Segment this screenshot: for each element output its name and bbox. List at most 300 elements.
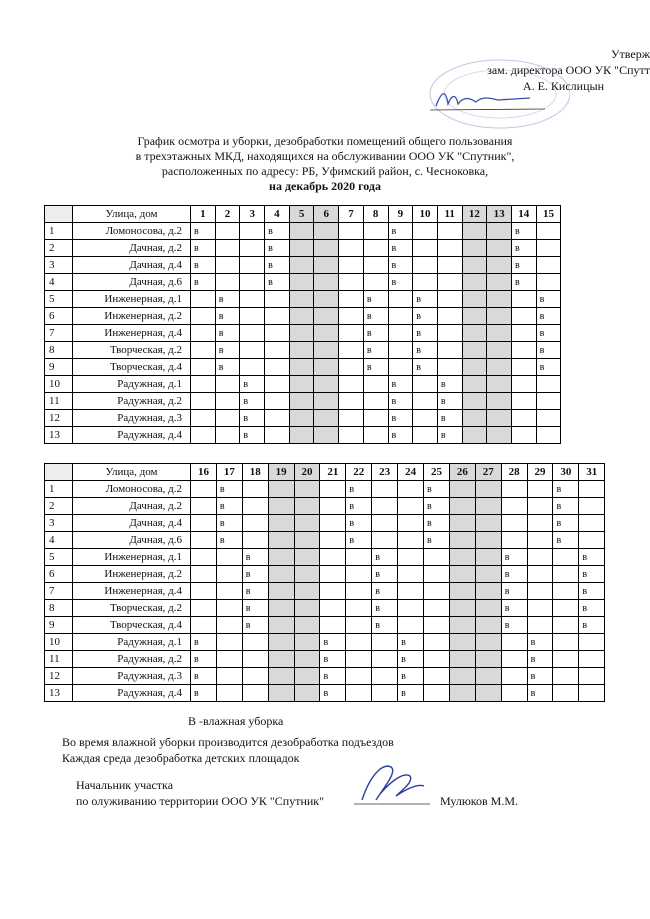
day-cell-23 — [372, 634, 398, 651]
day-cell-13 — [487, 257, 512, 274]
day-cell-2 — [215, 274, 240, 291]
day-cell-12 — [462, 427, 487, 444]
day-cell-25 — [424, 600, 450, 617]
day-cell-14 — [511, 308, 536, 325]
day-cell-31 — [579, 498, 605, 515]
day-cell-17: в — [216, 515, 242, 532]
day-cell-13 — [487, 376, 512, 393]
day-cell-19 — [268, 617, 294, 634]
day-cell-4: в — [265, 257, 290, 274]
day-cell-25: в — [424, 515, 450, 532]
day-cell-13 — [487, 274, 512, 291]
day-cell-26 — [449, 549, 475, 566]
header-day-13: 13 — [487, 206, 512, 223]
day-cell-1 — [191, 393, 216, 410]
day-cell-2: в — [215, 308, 240, 325]
day-cell-1 — [191, 325, 216, 342]
day-cell-20 — [294, 634, 320, 651]
day-cell-16 — [191, 600, 217, 617]
day-cell-13 — [487, 393, 512, 410]
day-cell-5 — [289, 359, 314, 376]
day-cell-20 — [294, 583, 320, 600]
day-cell-21 — [320, 515, 346, 532]
street-cell: Инженерная, д.4 — [73, 325, 191, 342]
day-cell-6 — [314, 240, 339, 257]
day-cell-29: в — [527, 685, 553, 702]
day-cell-15: в — [536, 325, 561, 342]
day-cell-10 — [413, 223, 438, 240]
day-cell-11 — [437, 342, 462, 359]
day-cell-30 — [553, 651, 579, 668]
day-cell-25: в — [424, 498, 450, 515]
header-day-9: 9 — [388, 206, 413, 223]
day-cell-23: в — [372, 549, 398, 566]
day-cell-23 — [372, 685, 398, 702]
header-day-14: 14 — [511, 206, 536, 223]
day-cell-19 — [268, 481, 294, 498]
day-cell-10: в — [413, 325, 438, 342]
day-cell-16 — [191, 481, 217, 498]
day-cell-6 — [314, 359, 339, 376]
day-cell-4 — [265, 393, 290, 410]
header-day-29: 29 — [527, 464, 553, 481]
street-cell: Дачная, д.2 — [73, 240, 191, 257]
header-day-11: 11 — [437, 206, 462, 223]
row-number: 7 — [45, 325, 73, 342]
day-cell-11 — [437, 325, 462, 342]
day-cell-30 — [553, 549, 579, 566]
day-cell-14 — [511, 376, 536, 393]
day-cell-13 — [487, 410, 512, 427]
day-cell-5 — [289, 342, 314, 359]
day-cell-19 — [268, 498, 294, 515]
day-cell-3 — [240, 274, 265, 291]
day-cell-1 — [191, 376, 216, 393]
day-cell-6 — [314, 427, 339, 444]
day-cell-19 — [268, 600, 294, 617]
header-day-12: 12 — [462, 206, 487, 223]
day-cell-1 — [191, 427, 216, 444]
day-cell-8 — [363, 274, 388, 291]
table-row — [45, 274, 561, 291]
day-cell-2 — [215, 393, 240, 410]
street-cell: Инженерная, д.1 — [73, 291, 191, 308]
day-cell-5 — [289, 325, 314, 342]
street-cell: Радужная, д.2 — [73, 393, 191, 410]
title-line-3: расположенных по адресу: РБ, Уфимский район, с. Чесноковка, — [161, 164, 489, 178]
day-cell-27 — [475, 634, 501, 651]
day-cell-23 — [372, 515, 398, 532]
day-cell-29 — [527, 515, 553, 532]
day-cell-27 — [475, 651, 501, 668]
day-cell-18 — [242, 634, 268, 651]
table-row — [45, 515, 605, 532]
day-cell-12 — [462, 376, 487, 393]
table-header-row — [45, 206, 561, 223]
note-disinfection: Во время влажной уборки производится дезобработка подъездов — [62, 735, 394, 749]
day-cell-11: в — [437, 410, 462, 427]
day-cell-25 — [424, 549, 450, 566]
day-cell-6 — [314, 308, 339, 325]
day-cell-19 — [268, 515, 294, 532]
street-cell: Творческая, д.4 — [73, 617, 191, 634]
day-cell-15 — [536, 257, 561, 274]
day-cell-20 — [294, 481, 320, 498]
day-cell-26 — [449, 481, 475, 498]
table-row — [45, 410, 561, 427]
day-cell-20 — [294, 668, 320, 685]
day-cell-18: в — [242, 566, 268, 583]
day-cell-30: в — [553, 481, 579, 498]
approval-line-3: А. Е. Кислицын — [522, 79, 604, 93]
day-cell-11 — [437, 240, 462, 257]
day-cell-12 — [462, 240, 487, 257]
day-cell-10 — [413, 240, 438, 257]
day-cell-23: в — [372, 617, 398, 634]
row-number: 6 — [45, 566, 73, 583]
day-cell-25: в — [424, 481, 450, 498]
day-cell-9 — [388, 308, 413, 325]
row-number: 3 — [45, 515, 73, 532]
day-cell-19 — [268, 566, 294, 583]
day-cell-3 — [240, 325, 265, 342]
day-cell-17 — [216, 685, 242, 702]
day-cell-18 — [242, 481, 268, 498]
day-cell-16: в — [191, 634, 217, 651]
day-cell-30 — [553, 566, 579, 583]
day-cell-9 — [388, 291, 413, 308]
header-day-8: 8 — [363, 206, 388, 223]
day-cell-24: в — [398, 685, 424, 702]
day-cell-4 — [265, 376, 290, 393]
day-cell-20 — [294, 566, 320, 583]
header-day-16: 16 — [191, 464, 217, 481]
day-cell-16 — [191, 532, 217, 549]
day-cell-16: в — [191, 668, 217, 685]
day-cell-29: в — [527, 651, 553, 668]
day-cell-28 — [501, 532, 527, 549]
day-cell-1 — [191, 308, 216, 325]
header-day-24: 24 — [398, 464, 424, 481]
day-cell-19 — [268, 634, 294, 651]
day-cell-12 — [462, 410, 487, 427]
row-number: 8 — [45, 342, 73, 359]
day-cell-22 — [346, 600, 372, 617]
day-cell-28 — [501, 685, 527, 702]
row-number: 12 — [45, 410, 73, 427]
day-cell-19 — [268, 651, 294, 668]
day-cell-2 — [215, 257, 240, 274]
day-cell-13 — [487, 359, 512, 376]
day-cell-24: в — [398, 634, 424, 651]
day-cell-16 — [191, 617, 217, 634]
day-cell-6 — [314, 376, 339, 393]
street-cell: Творческая, д.2 — [73, 600, 191, 617]
table-row — [45, 651, 605, 668]
day-cell-21 — [320, 498, 346, 515]
day-cell-14 — [511, 359, 536, 376]
day-cell-12 — [462, 359, 487, 376]
day-cell-12 — [462, 342, 487, 359]
day-cell-8 — [363, 376, 388, 393]
table-row — [45, 481, 605, 498]
day-cell-20 — [294, 651, 320, 668]
day-cell-18 — [242, 532, 268, 549]
legend: В -влажная уборка — [188, 714, 284, 728]
street-cell: Ломоносова, д.2 — [73, 481, 191, 498]
header-day-18: 18 — [242, 464, 268, 481]
day-cell-4 — [265, 308, 290, 325]
table-row — [45, 342, 561, 359]
header-day-27: 27 — [475, 464, 501, 481]
day-cell-19 — [268, 583, 294, 600]
header-day-28: 28 — [501, 464, 527, 481]
day-cell-24 — [398, 617, 424, 634]
table-row — [45, 393, 561, 410]
day-cell-18: в — [242, 549, 268, 566]
day-cell-27 — [475, 515, 501, 532]
day-cell-9: в — [388, 257, 413, 274]
day-cell-12 — [462, 274, 487, 291]
day-cell-8 — [363, 223, 388, 240]
row-number: 10 — [45, 634, 73, 651]
day-cell-22 — [346, 668, 372, 685]
day-cell-6 — [314, 274, 339, 291]
day-cell-7 — [339, 257, 364, 274]
table-row — [45, 325, 561, 342]
day-cell-5 — [289, 427, 314, 444]
table-row — [45, 498, 605, 515]
day-cell-12 — [462, 308, 487, 325]
day-cell-31: в — [579, 617, 605, 634]
day-cell-15 — [536, 393, 561, 410]
day-cell-20 — [294, 515, 320, 532]
day-cell-5 — [289, 376, 314, 393]
day-cell-3: в — [240, 410, 265, 427]
day-cell-1 — [191, 342, 216, 359]
day-cell-12 — [462, 223, 487, 240]
day-cell-20 — [294, 498, 320, 515]
day-cell-27 — [475, 566, 501, 583]
day-cell-28 — [501, 668, 527, 685]
day-cell-3 — [240, 240, 265, 257]
day-cell-3 — [240, 223, 265, 240]
day-cell-16 — [191, 549, 217, 566]
row-number: 9 — [45, 359, 73, 376]
day-cell-15 — [536, 376, 561, 393]
day-cell-17 — [216, 583, 242, 600]
day-cell-2 — [215, 223, 240, 240]
row-number: 2 — [45, 498, 73, 515]
day-cell-25 — [424, 583, 450, 600]
header-day-20: 20 — [294, 464, 320, 481]
row-number: 5 — [45, 549, 73, 566]
street-cell: Радужная, д.4 — [73, 427, 191, 444]
header-day-19: 19 — [268, 464, 294, 481]
header-day-31: 31 — [579, 464, 605, 481]
row-number: 1 — [45, 481, 73, 498]
table-row — [45, 359, 561, 376]
day-cell-4: в — [265, 223, 290, 240]
row-number: 6 — [45, 308, 73, 325]
day-cell-29: в — [527, 634, 553, 651]
day-cell-17 — [216, 668, 242, 685]
day-cell-26 — [449, 498, 475, 515]
day-cell-15 — [536, 274, 561, 291]
day-cell-4 — [265, 359, 290, 376]
day-cell-12 — [462, 325, 487, 342]
day-cell-17: в — [216, 532, 242, 549]
street-cell: Дачная, д.4 — [73, 257, 191, 274]
day-cell-22: в — [346, 498, 372, 515]
day-cell-10 — [413, 410, 438, 427]
row-number: 5 — [45, 291, 73, 308]
day-cell-25 — [424, 668, 450, 685]
day-cell-1: в — [191, 223, 216, 240]
day-cell-11: в — [437, 376, 462, 393]
day-cell-31 — [579, 515, 605, 532]
day-cell-24 — [398, 498, 424, 515]
row-number: 9 — [45, 617, 73, 634]
day-cell-4: в — [265, 240, 290, 257]
day-cell-21: в — [320, 685, 346, 702]
day-cell-15: в — [536, 291, 561, 308]
day-cell-1: в — [191, 240, 216, 257]
day-cell-5 — [289, 240, 314, 257]
day-cell-30 — [553, 600, 579, 617]
day-cell-1 — [191, 359, 216, 376]
day-cell-21: в — [320, 634, 346, 651]
table-row — [45, 427, 561, 444]
day-cell-25 — [424, 634, 450, 651]
day-cell-13 — [487, 342, 512, 359]
day-cell-29 — [527, 617, 553, 634]
day-cell-14 — [511, 427, 536, 444]
day-cell-22: в — [346, 481, 372, 498]
day-cell-20 — [294, 617, 320, 634]
day-cell-21 — [320, 481, 346, 498]
day-cell-2 — [215, 410, 240, 427]
day-cell-12 — [462, 257, 487, 274]
day-cell-23: в — [372, 600, 398, 617]
day-cell-29 — [527, 600, 553, 617]
approval-signature-image — [430, 86, 550, 112]
day-cell-31 — [579, 668, 605, 685]
day-cell-8: в — [363, 325, 388, 342]
day-cell-1: в — [191, 274, 216, 291]
day-cell-9: в — [388, 223, 413, 240]
header-day-22: 22 — [346, 464, 372, 481]
day-cell-24 — [398, 481, 424, 498]
day-cell-7 — [339, 393, 364, 410]
day-cell-22 — [346, 685, 372, 702]
day-cell-23 — [372, 532, 398, 549]
day-cell-21 — [320, 583, 346, 600]
day-cell-28: в — [501, 600, 527, 617]
day-cell-9: в — [388, 393, 413, 410]
header-index-cell — [45, 464, 73, 481]
day-cell-3 — [240, 342, 265, 359]
day-cell-31: в — [579, 549, 605, 566]
table-row — [45, 308, 561, 325]
day-cell-14 — [511, 325, 536, 342]
day-cell-21 — [320, 532, 346, 549]
day-cell-13 — [487, 223, 512, 240]
day-cell-21 — [320, 566, 346, 583]
day-cell-14: в — [511, 274, 536, 291]
day-cell-24: в — [398, 668, 424, 685]
day-cell-5 — [289, 291, 314, 308]
table-row — [45, 685, 605, 702]
day-cell-28: в — [501, 549, 527, 566]
day-cell-21 — [320, 549, 346, 566]
table-row — [45, 257, 561, 274]
day-cell-15 — [536, 240, 561, 257]
day-cell-3 — [240, 257, 265, 274]
day-cell-25 — [424, 651, 450, 668]
day-cell-18 — [242, 515, 268, 532]
day-cell-1: в — [191, 257, 216, 274]
day-cell-13 — [487, 240, 512, 257]
day-cell-3 — [240, 359, 265, 376]
day-cell-8: в — [363, 308, 388, 325]
street-cell: Дачная, д.6 — [73, 532, 191, 549]
day-cell-19 — [268, 685, 294, 702]
day-cell-26 — [449, 566, 475, 583]
day-cell-21: в — [320, 651, 346, 668]
street-cell: Инженерная, д.1 — [73, 549, 191, 566]
header-day-6: 6 — [314, 206, 339, 223]
day-cell-10 — [413, 376, 438, 393]
day-cell-11 — [437, 274, 462, 291]
day-cell-18 — [242, 685, 268, 702]
day-cell-4: в — [265, 274, 290, 291]
day-cell-18 — [242, 651, 268, 668]
day-cell-31 — [579, 481, 605, 498]
day-cell-9: в — [388, 376, 413, 393]
day-cell-7 — [339, 325, 364, 342]
day-cell-10: в — [413, 308, 438, 325]
day-cell-23 — [372, 498, 398, 515]
row-number: 4 — [45, 532, 73, 549]
day-cell-25 — [424, 617, 450, 634]
day-cell-10 — [413, 393, 438, 410]
day-cell-15: в — [536, 342, 561, 359]
schedule-table-days-1-15 — [44, 205, 561, 444]
day-cell-6 — [314, 342, 339, 359]
day-cell-2: в — [215, 291, 240, 308]
day-cell-16 — [191, 566, 217, 583]
day-cell-29 — [527, 583, 553, 600]
day-cell-1 — [191, 410, 216, 427]
header-day-5: 5 — [289, 206, 314, 223]
day-cell-25: в — [424, 532, 450, 549]
day-cell-6 — [314, 325, 339, 342]
table-row — [45, 668, 605, 685]
day-cell-7 — [339, 427, 364, 444]
document-title — [100, 134, 550, 194]
day-cell-11: в — [437, 393, 462, 410]
day-cell-20 — [294, 532, 320, 549]
header-day-2: 2 — [215, 206, 240, 223]
day-cell-30 — [553, 668, 579, 685]
day-cell-22: в — [346, 515, 372, 532]
day-cell-28: в — [501, 566, 527, 583]
day-cell-15 — [536, 410, 561, 427]
day-cell-26 — [449, 651, 475, 668]
day-cell-5 — [289, 274, 314, 291]
day-cell-6 — [314, 257, 339, 274]
